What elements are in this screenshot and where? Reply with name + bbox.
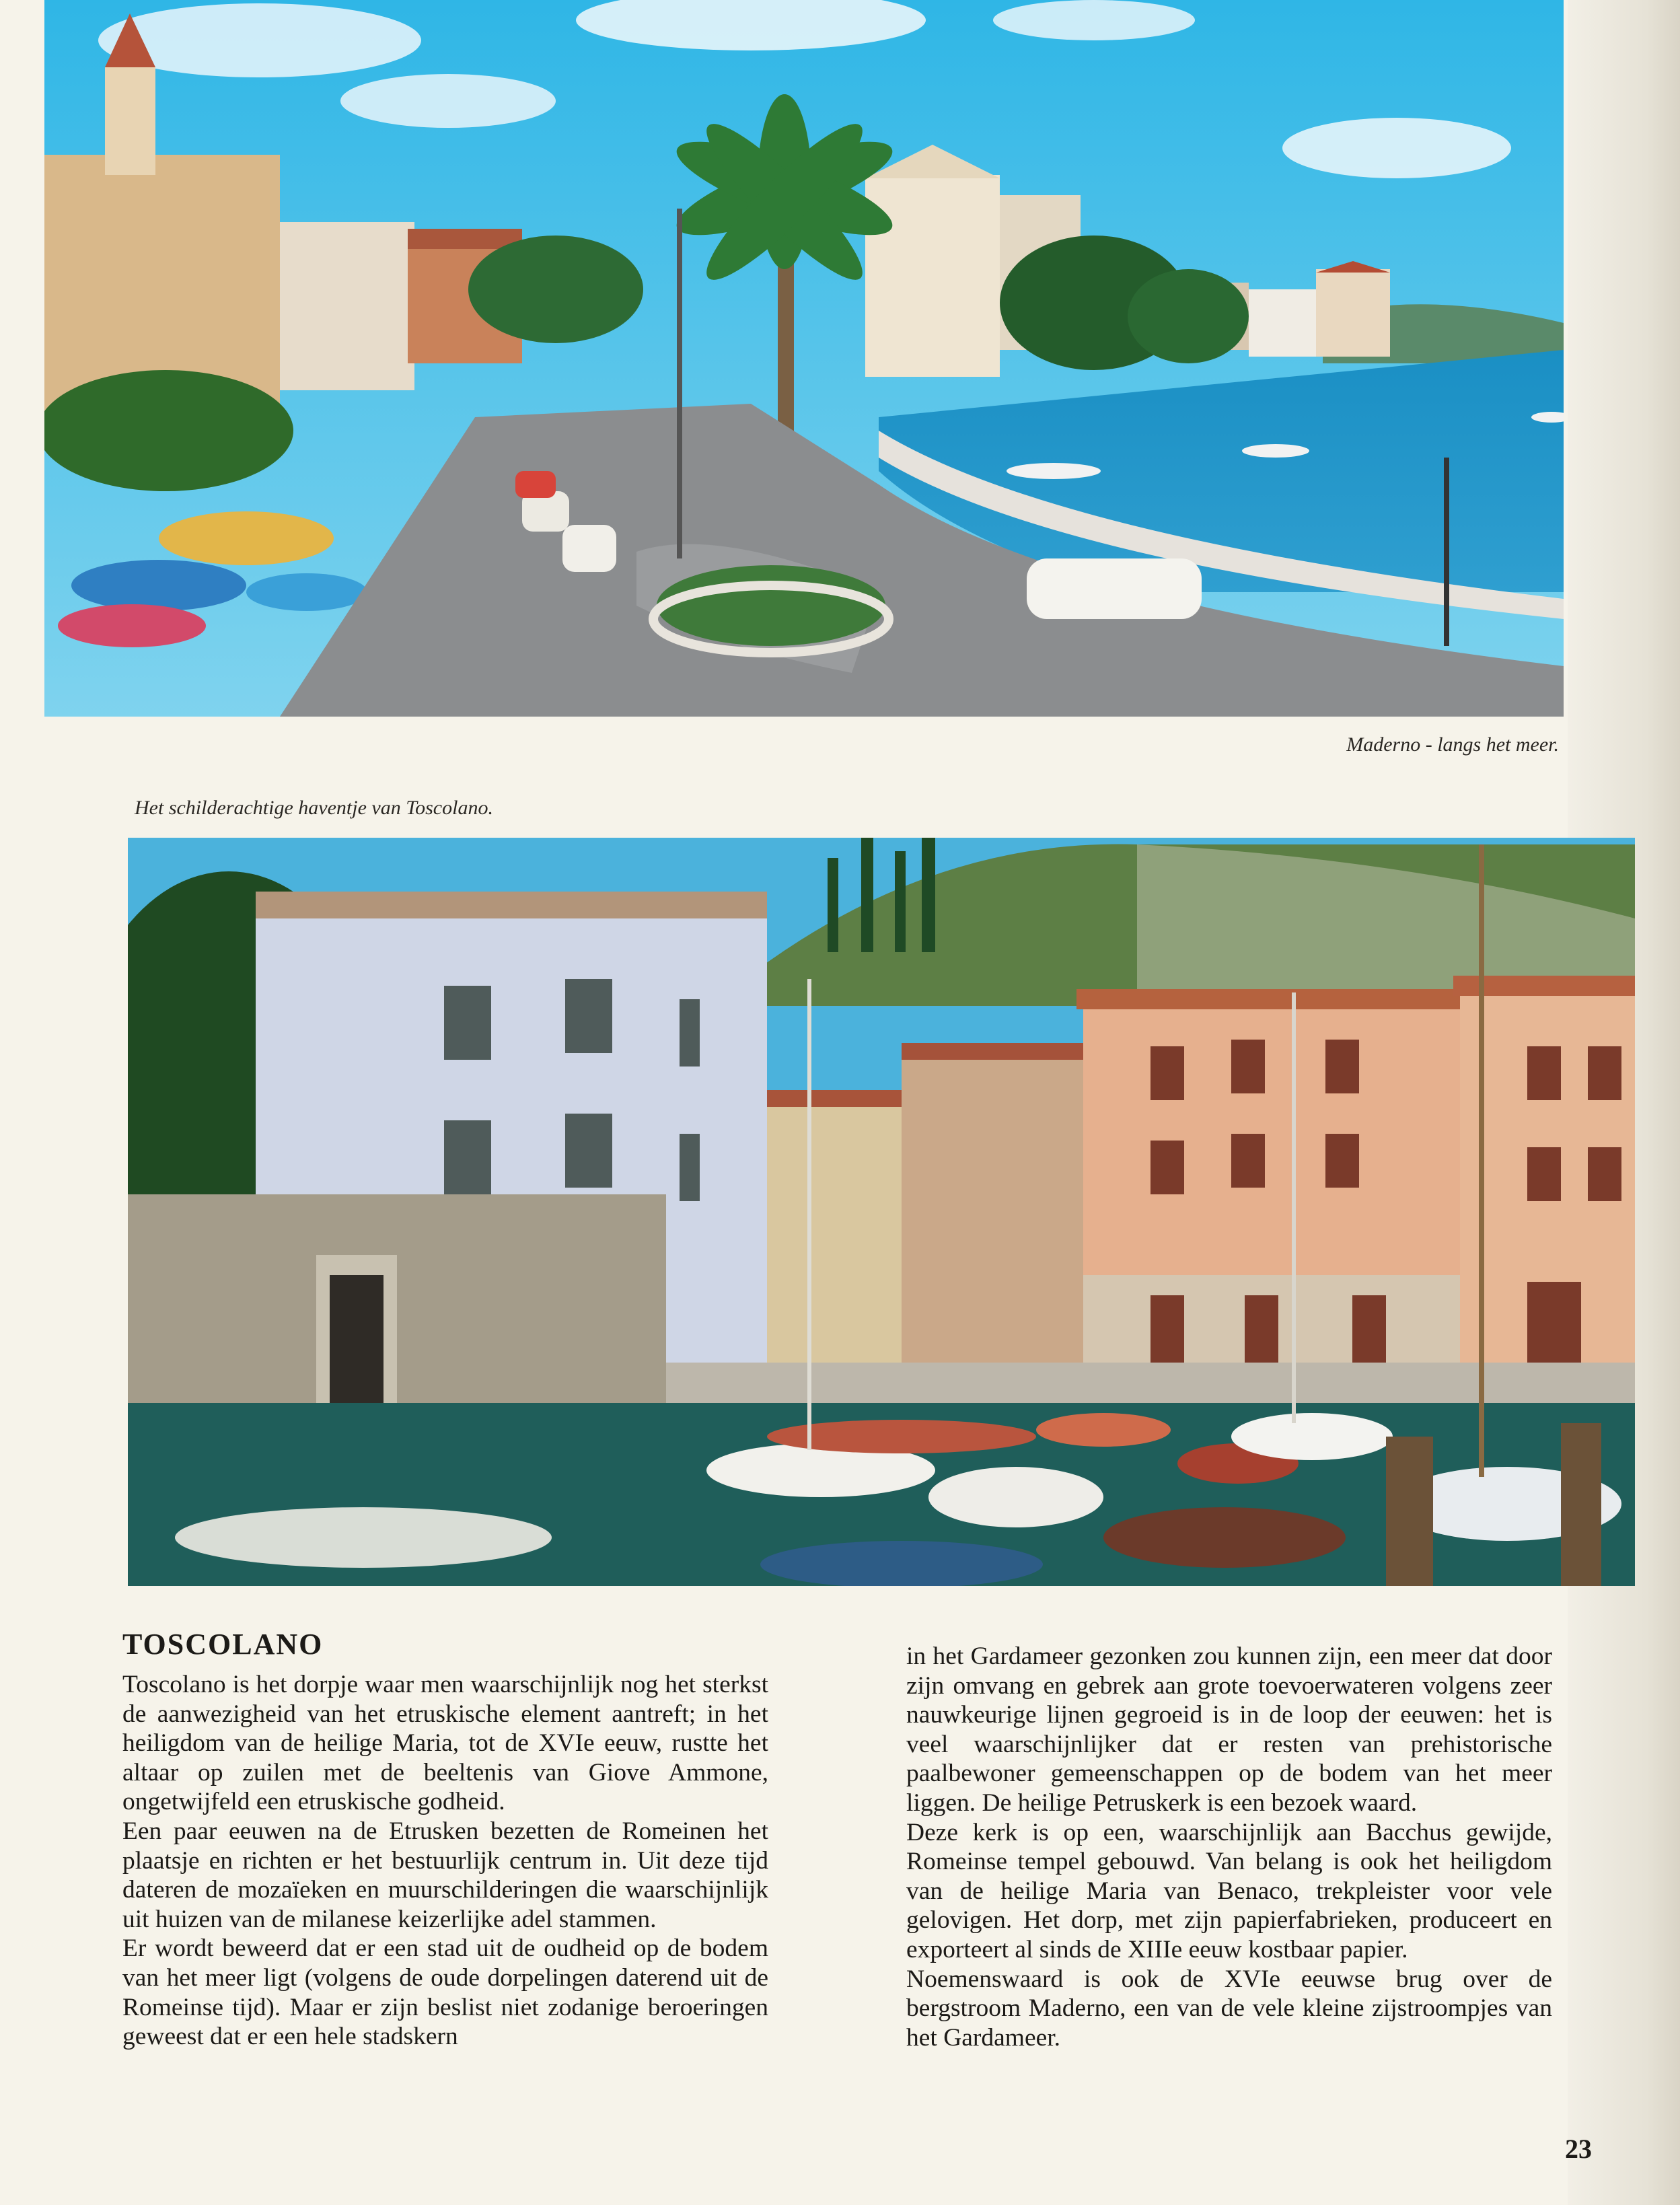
article-paragraph: in het Gardameer gezonken zou kunnen zijn, een meer dat door zijn omvang en gebrek aan grote toevoerwateren volgens zeer nauwkeurige lijnen gegroeid is in de loop der eeuwen: het is veel waarschijnlijker dat er resten van prehistorische paalbewoner gemeenschappen op de bodem van het meer liggen. De heilige Petruskerk is een bezoek waard. <box>906 1642 1552 1817</box>
article-paragraph: Deze kerk is op een, waarschijnlijk aan Bacchus gewijde, Romeinse tempel gebouwd. Van belang is ook het heiligdom van de heilige Maria van Benaco, trekpleister voor vele gelovigen. Het dorp, met zijn papierfabrieken, produceert en exporteert al sinds de XIIIe eeuw kostbaar papier. <box>906 1818 1552 1963</box>
article-paragraph: Een paar eeuwen na de Etrusken bezetten de Romeinen het plaatsje en richten er het bestuurlijk centrum in. Uit deze tijd dateren de mozaïeken en muurschilderingen die waarschijnlijk uit huizen van de milanese keizerlijke adel stammen. <box>122 1817 768 1933</box>
caption-maderno: Maderno - langs het meer. <box>1346 733 1559 756</box>
article-column-right <box>906 1642 1552 2052</box>
photo-toscolano-illustration <box>128 838 1635 1586</box>
page-number: 23 <box>1565 2134 1592 2164</box>
article-title: TOSCOLANO <box>122 1628 324 1661</box>
article-paragraph: Er wordt beweerd dat er een stad uit de oudheid op de bodem van het meer ligt (volgens de oude dorpelingen daterend uit de Romeinse tijd). Maar er zijn beslist niet zodanige beroeringen geweest dat er een hele stadskern <box>122 1935 768 2051</box>
caption-toscolano-harbour: Het schilderachtige haventje van Toscolano. <box>135 797 493 819</box>
photo-maderno-illustration <box>44 0 1564 717</box>
article-paragraph: Noemenswaard is ook de XVIe eeuwse brug over de bergstroom Maderno, een van de vele kleine zijstroompjes van het Gardameer. <box>906 1965 1552 2052</box>
article-paragraph: Toscolano is het dorpje waar men waarschijnlijk nog het sterkst de aanwezigheid van het etruskische element aantreft; in het heiligdom van de heilige Maria, tot de XVIe eeuw, rustte het altaar op zuilen met de beeltenis van Giove Ammone, ongetwijfeld een etruskische godheid. <box>122 1671 768 1816</box>
photo-maderno-lakeside <box>44 0 1564 717</box>
photo-toscolano-harbour <box>128 838 1635 1586</box>
article-column-left <box>122 1670 768 2052</box>
